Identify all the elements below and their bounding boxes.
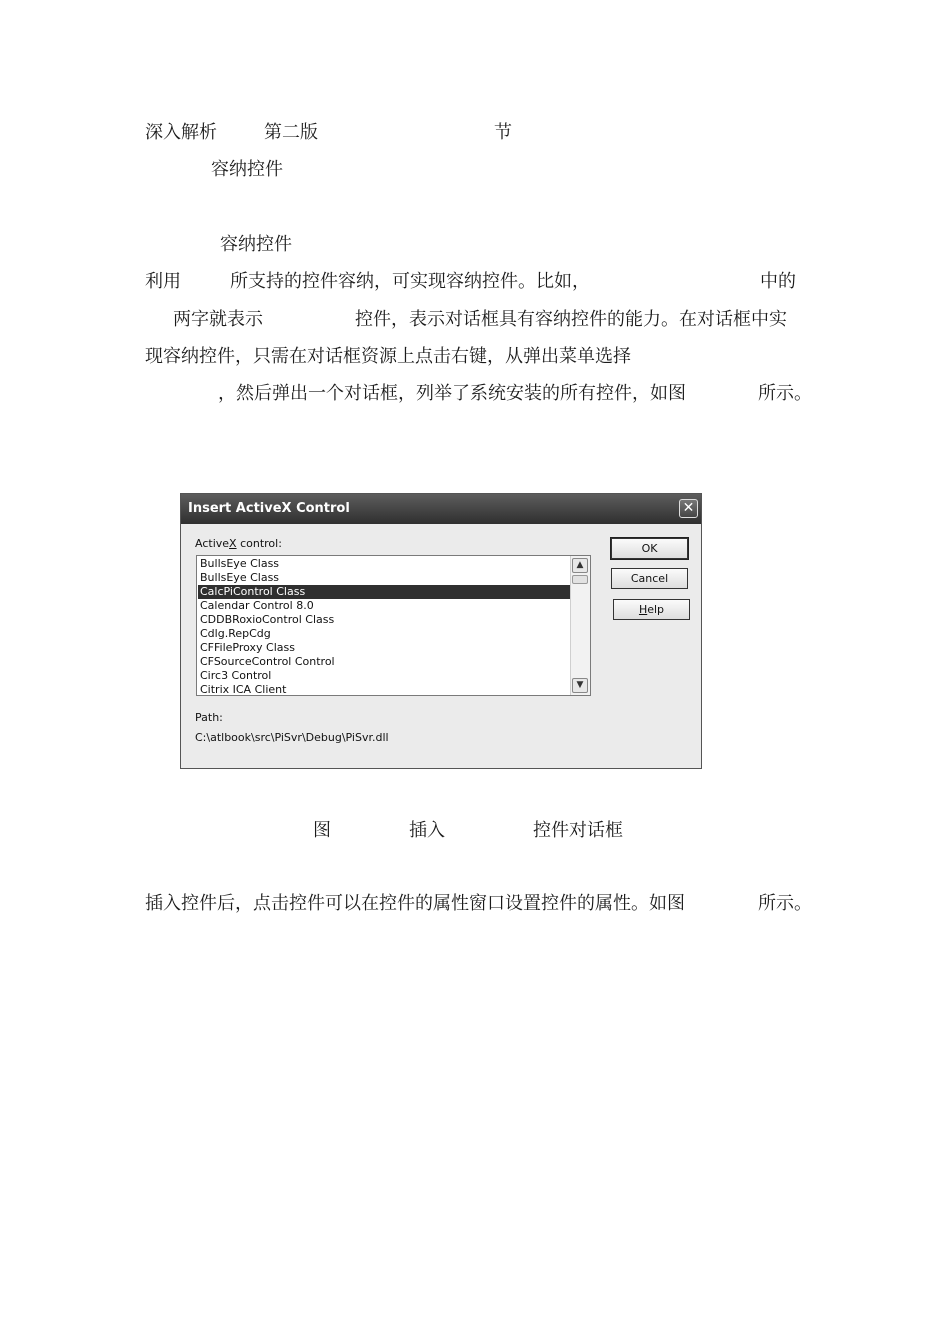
list-item[interactable]: Cdlg.RepCdg	[200, 627, 271, 640]
paragraph-line-1b: 所支持的控件容纳，可实现容纳控件。比如，	[230, 271, 590, 292]
paragraph-line-1c: 中的	[760, 271, 796, 292]
header-book-title: 深入解析	[145, 122, 217, 143]
list-item[interactable]: CFFileProxy Class	[200, 641, 295, 654]
list-item[interactable]: BullsEye Class	[200, 571, 280, 584]
list-items	[198, 557, 571, 696]
list-item[interactable]: Citrix ICA Client	[200, 683, 287, 696]
scroll-down-icon[interactable]: ▼	[572, 678, 588, 693]
insert-activex-dialog	[180, 493, 702, 769]
list-item[interactable]: Calendar Control 8.0	[200, 599, 314, 612]
activex-label-accel: X	[229, 537, 237, 550]
paragraph-line-4a: ，然后弹出一个对话框，列举了系统安装的所有控件，如图	[218, 383, 686, 404]
activex-label-suffix: control:	[236, 537, 282, 550]
caption-rest: 控件对话框	[533, 820, 623, 841]
paragraph-line-3: 现容纳控件，只需在对话框资源上点击右键，从弹出菜单选择	[145, 346, 631, 367]
caption-insert: 插入	[409, 820, 445, 841]
paragraph-line-1a: 利用	[145, 271, 181, 292]
scroll-up-icon[interactable]: ▲	[572, 558, 588, 573]
caption-figure: 图	[313, 820, 331, 841]
dialog-title: Insert ActiveX Control	[188, 501, 350, 516]
list-item[interactable]: Circ3 Control	[200, 669, 272, 682]
list-item[interactable]: BullsEye Class	[200, 557, 280, 570]
cancel-button[interactable]: Cancel	[611, 568, 688, 589]
ok-button[interactable]: OK	[611, 538, 688, 559]
list-item[interactable]: CFSourceControl Control	[200, 655, 335, 668]
help-label-rest: elp	[647, 603, 665, 616]
paragraph-line-2a: 两字就表示	[173, 309, 263, 330]
section-title: 容纳控件	[211, 159, 283, 180]
activex-control-list[interactable]	[196, 555, 591, 696]
dialog-titlebar	[181, 494, 701, 524]
activex-label-prefix: Active	[195, 537, 230, 550]
scroll-thumb[interactable]	[572, 575, 588, 584]
paragraph-after-figure-end: 所示。	[758, 893, 812, 914]
path-label: Path:	[195, 711, 223, 724]
list-item[interactable]: CDDBRoxioControl Class	[200, 613, 335, 626]
paragraph-after-figure: 插入控件后，点击控件可以在控件的属性窗口设置控件的属性。如图	[145, 893, 685, 914]
close-icon[interactable]: ✕	[679, 499, 698, 518]
help-button[interactable]	[613, 599, 690, 620]
header-edition: 第二版	[264, 122, 318, 143]
paragraph-line-2b: 控件，表示对话框具有容纳控件的能力。在对话框中实	[355, 309, 787, 330]
help-accel: H	[638, 603, 648, 616]
subsection-heading: 容纳控件	[220, 234, 292, 255]
list-item[interactable]: CalcPiControl Class	[198, 585, 571, 599]
activex-control-label	[195, 537, 282, 550]
list-scrollbar[interactable]	[570, 556, 590, 695]
header-section: 节	[494, 122, 512, 143]
path-value: C:\atlbook\src\PiSvr\Debug\PiSvr.dll	[195, 731, 389, 744]
paragraph-line-4b: 所示。	[758, 383, 812, 404]
